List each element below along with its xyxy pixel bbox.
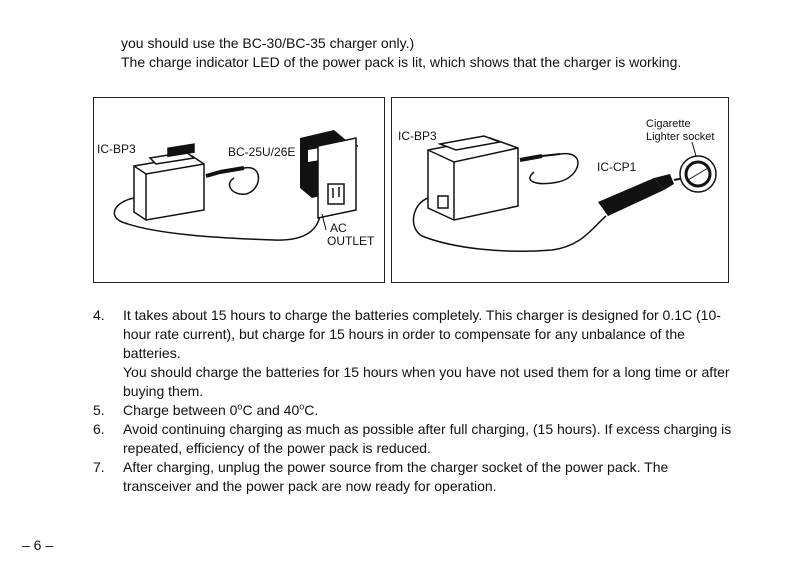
step-text: Avoid continuing charging as much as possible after full charging, (15 hours). If excess charging is repeated, efficiency of the power pack is reduced.: [123, 421, 732, 456]
intro-line-1: you should use the BC-30/BC-35 charger only.): [121, 35, 415, 51]
label-bc-25u-26e: BC-25U/26E: [228, 145, 296, 159]
cigarette-plug-drawing: [598, 174, 684, 216]
step-4: [93, 306, 733, 401]
intro-line-2: The charge indicator LED of the power pack is lit, which shows that the charger is working.: [121, 54, 682, 70]
step-text: You should charge the batteries for 15 hours when you have not used them for a long time or after buying them.: [123, 364, 730, 399]
label-lighter-socket: Lighter socket: [646, 131, 715, 143]
page-number: – 6 –: [22, 537, 54, 553]
step-number: 6.: [93, 421, 105, 437]
label-ic-cp1: IC-CP1: [597, 160, 637, 174]
figure-ac-charger: [93, 97, 385, 283]
step-5: [93, 401, 733, 420]
figure-cigarette-lighter: [391, 97, 729, 283]
step-number: 7.: [93, 459, 105, 475]
step-text: Charge between 0$^o$C and 40$^o$C.: [123, 401, 319, 418]
step-7: [93, 458, 733, 496]
outlet-drawing: [318, 138, 356, 218]
step-text: It takes about 15 hours to charge the batteries completely. This charger is designed for 0.1C (10-hour rate current), but charge for 15 hours in order to compensate for any unbalance of the batteries.: [123, 307, 721, 361]
label-ic-bp3: IC-BP3: [398, 129, 437, 143]
step-number: 4.: [93, 307, 105, 323]
step-6: [93, 420, 733, 458]
label-ic-bp3: IC-BP3: [97, 142, 136, 156]
battery-pack-drawing: [428, 136, 518, 220]
label-outlet: OUTLET: [327, 234, 375, 248]
label-ac: AC: [330, 221, 347, 235]
degree-sign: o: [237, 401, 243, 412]
step-number: 5.: [93, 402, 105, 418]
label-cigarette: Cigarette: [646, 118, 691, 130]
degree-sign: o: [299, 401, 305, 412]
ac-charger-illustration: [94, 98, 386, 284]
battery-pack-drawing: [134, 144, 204, 220]
step-text: After charging, unplug the power source from the charger socket of the power pack. The transceiver and the power pack are now ready for operation.: [123, 459, 669, 494]
intro-text: [121, 34, 761, 72]
lighter-socket-drawing: [680, 156, 716, 192]
pack-plug-drawing: [206, 168, 244, 176]
instruction-steps: [93, 306, 733, 496]
